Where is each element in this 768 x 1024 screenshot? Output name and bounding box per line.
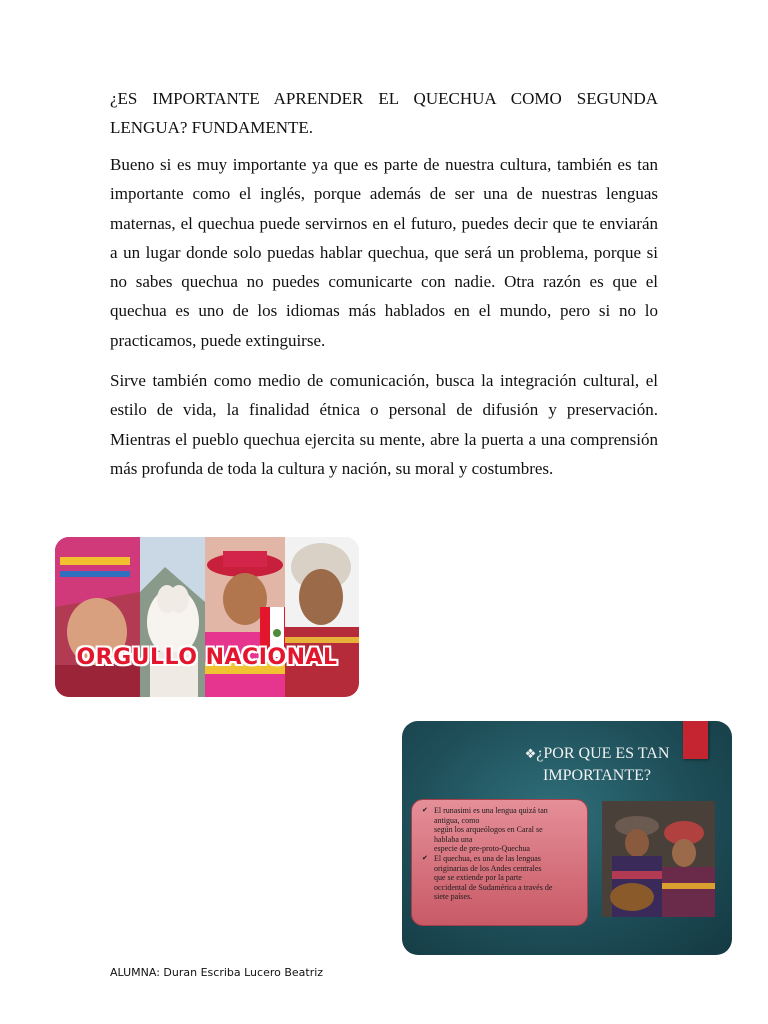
student-name: ALUMNA: Duran Escriba Lucero Beatriz: [110, 966, 324, 979]
musicians-illustration: [602, 801, 715, 917]
bullet-2-line-2: originarias de los Andes centrales: [434, 863, 542, 873]
bullet-1-line-5: especie de pre-proto-Quechua: [434, 844, 530, 854]
bullet-1-line-1: El runasimi es una lengua quizá tan: [434, 806, 548, 815]
bullet-1-line-3: según los arqueólogos en Caral se: [434, 825, 543, 835]
paragraph-2: Sirve también como medio de comunicación, busca la integración cultural, el estilo de vida, la finalidad étnica o personal de difusión y preservación. Mientras el pueblo quechua ejercita su mente, abre la puerta a una comprensión más profunda de toda la cultura y nación, su moral y costumbres.: [110, 371, 658, 478]
orgullo-nacional-image: [55, 537, 359, 697]
bullet-1-line-4: hablaba una: [434, 834, 473, 844]
slide-bullet-2: [422, 854, 581, 902]
bullet-2-line-3: que se extiende por la parte: [434, 873, 522, 883]
banner-illustration: [55, 537, 359, 697]
slide-title: [492, 743, 702, 786]
bullet-1-line-2: antigua, como: [434, 815, 480, 825]
musicians-photo: [602, 801, 715, 917]
slide-image: [402, 721, 732, 955]
slide-title-line2: IMPORTANTE?: [543, 767, 651, 784]
bullet-2-line-1: El quechua, es una de las lenguas: [434, 853, 541, 863]
bullet-2-line-5: siete países.: [434, 892, 473, 902]
question-heading: ¿ES IMPORTANTE APRENDER EL QUECHUA COMO SEGUNDA LENGUA? FUNDAMENTE.: [110, 89, 658, 137]
diamond-bullet-icon: ❖: [524, 747, 537, 762]
paragraph-1: Bueno si es muy importante ya que es parte de nuestra cultura, también es tan importante como el inglés, porque además de ser una de nuestras lenguas maternas, el quechua puede servirnos en el futuro, puedes decir que te enviarán a un lugar donde solo puedas hablar quechua, que será un problema, porque si no sabes quechua no puedes comunicarte con nadie. Otra razón es que el quechua es uno de los idiomas más hablados en el mundo, pero si no lo practicamos, puede extinguirse.: [110, 155, 658, 350]
checkmark-icon: ✔: [422, 806, 428, 814]
bullet-2-line-4: occidental de Sudamérica a través de: [434, 882, 553, 892]
slide-title-line1: ¿POR QUE ES TAN: [536, 745, 670, 762]
checkmark-icon: ✔: [422, 853, 428, 862]
banner-caption: ORGULLO NACIONAL: [76, 645, 338, 670]
slide-text-box: [411, 799, 588, 926]
slide-bullet-1: [422, 806, 581, 854]
